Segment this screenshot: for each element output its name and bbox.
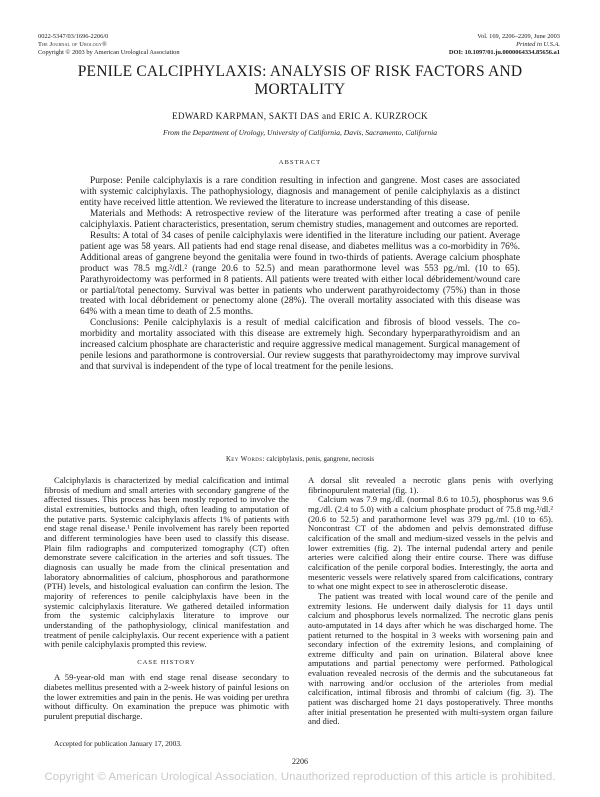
journal-name: The Journal of Urology® — [38, 41, 108, 49]
abstract — [80, 176, 520, 373]
body-column-left — [44, 476, 289, 722]
accepted-note: Accepted for publication January 17, 2003. — [54, 739, 182, 748]
case-paragraph: A 59-year-old man with end stage renal disease secondary to diabetes mellitus presented with a 2-week history of painful lesions on the lower extremities and pain in the penis. He was voiding per urethra without difficulty. On examination the prepuce was phimotic with purulent preputial discharge. — [44, 672, 289, 722]
abstract-purpose: Purpose: Penile calciphylaxis is a rare condition resulting in infection and gangrene. Most cases are associated with systemic calciphylaxis. The pathophysiology, diagnosis and management of penile calciphylaxis as a distinct entity have received little attention. We reviewed the literature to increase understanding of this disease. — [80, 176, 520, 208]
doi[interactable]: DOI: 10.1097/01.ju.0000064334.85656.a1 — [448, 49, 560, 57]
abstract-conclusions: Conclusions: Penile calciphylaxis is a result of medial calcification and fibrosis of blood vessels. The co-morbidity and mortality associated with this disease are extremely high. Secondary hyperparathyroidism and an increased calcium phosphate are characteristic and require aggressive medical management. Surgical management of penile lesions and parathormone is controversial. Our review suggests that parathyroidectomy may improve survival and that survival is independent of the type of local treatment for the penile lesions. — [80, 318, 520, 373]
treatment-paragraph: The patient was treated with local wound care of the penile and extremity lesions. He underwent daily dialysis for 11 days until calcium and phosphorus levels normalized. The necrotic glans penis auto-amputated in 14 days after which he was discharged home. The patient returned to the hospital in 3 weeks with worsening pain and secondary infection of the extremity lesions, and complaining of extreme difficulty and pain on urination. Bilateral above knee amputations and partial penectomy were performed. Pathological evaluation revealed necrosis of the dermis and the subcutaneous fat with narrowing and/or occlusion of the arterioles from medial calcification, intimal fibrosis and thrombi of calcium (fig. 3). The patient was discharged home 21 days postoperatively. Three months after initial presentation he presented with multi-system organ failure and died. — [308, 590, 553, 727]
printed-in: Printed in U.S.A. — [516, 41, 560, 49]
header-right — [449, 33, 560, 58]
lab-results-paragraph: Calcium was 7.9 mg./dl. (normal 8.6 to 10.5), phosphorus was 9.6 mg./dl. (2.4 to 5.0) with a calcium phosphate product of 75.8 mg.²/dl.² (20.6 to 52.5) and parathormone level was 379 pg./ml. (10 to 65). Noncontrast CT of the abdomen and pelvis demonstrated diffuse calcification of the small and medium-sized vessels in the pelvis and lower extremities (fig. 2). The internal pudendal artery and penile arteries were calcified along their entire course. There was diffuse calcification of the penile corporal bodies. Interestingly, the aorta and mesenteric vessels were relatively spared from calcifications, contrary to what one might expect to see in atherosclerotic disease. — [308, 494, 553, 592]
abstract-heading: ABSTRACT — [278, 159, 322, 166]
intro-paragraph: Calciphylaxis is characterized by medial calcification and intimal fibrosis of medium and small arteries with secondary gangrene of the affected tissues. This process has been mostly reported to involve the distal extremities, buttocks and thigh, often leading to amputation of the putative parts. Systemic calciphylaxis affects 1% of patients with end stage renal disease.¹ Penile involvement has rarely been reported and different terminologies have been used to classify this disease. Plain film radiographs and computerized tomography (CT) often demonstrate severe calcification in the arteries and soft tissues. The diagnosis can usually be made from the clinical presentation and laboratory abnormalities of calcium, phosphorous and parathormone (PTH) levels, and histological evaluation can confirm the lesion. The majority of references to penile calciphylaxis have been in the systemic calciphylaxis literature. We gathered detailed information from the systemic calciphylaxis literature to improve our understanding of the pathophysiology, clinical manifestation and treatment of penile calciphylaxis. Our recent experience with a patient with penile calciphylaxis prompted this review. — [44, 475, 289, 650]
case-history-heading: CASE HISTORY — [137, 658, 196, 666]
page-number: 2206 — [292, 757, 308, 766]
affiliation: From the Department of Urology, University of California, Davis, Sacramento, California — [162, 128, 438, 137]
keywords-label: Key Words: — [225, 456, 265, 463]
article-title: PENILE CALCIPHYLAXIS: ANALYSIS OF RISK FACTORS AND MORTALITY — [77, 63, 523, 98]
copyright-watermark: Copyright © American Urological Association. Unauthorized reproduction of this article is prohibited. — [44, 771, 556, 783]
keywords-text: calciphylaxis, penis, gangrene, necrosis — [266, 456, 375, 463]
body-column-right — [308, 476, 553, 727]
abstract-results: Results: A total of 34 cases of penile calciphylaxis were identified in the literature including our patient. Average patient age was 58 years. All patients had end stage renal disease, and diabetes mellitus was a co-morbidity in 76%. Additional areas of gangrene beyond the genitalia were found in two-thirds of patients. Average calcium phosphate product was 78.5 mg.²/dl.² (range 20.6 to 52.5) and mean parathormone level was 553 pg./ml. (10 to 65). Parathyroidectomy was performed in 8 patients. All patients were treated with either local débridement/wound care or partial/total penectomy. Survival was better in patients who underwent parathyroidectomy (75%) than in those treated with local débridement or penectomy alone (28%). The overall mortality associated with this disease was 64% with a mean time to death of 2.5 months. — [80, 230, 520, 318]
case-paragraph-continued: A dorsal slit revealed a necrotic glans penis with overlying fibrinopurulent material (fig. 1). — [308, 475, 553, 495]
header-left — [38, 33, 180, 58]
abstract-methods: Materials and Methods: A retrospective review of the literature was performed after treating a case of penile calciphylaxis. Patient characteristics, presentation, serum chemistry studies, management and outcomes are reported. — [80, 208, 520, 230]
copyright: Copyright © 2003 by American Urological Association — [38, 49, 180, 57]
authors: EDWARD KARPMAN, SAKTI DAS and ERIC A. KURZROCK — [171, 111, 428, 121]
keywords — [40, 456, 560, 463]
issn: 0022-5347/03/1696-2206/0 — [38, 33, 109, 40]
volume-info: Vol. 169, 2206–2209, June 2003 — [477, 33, 560, 40]
